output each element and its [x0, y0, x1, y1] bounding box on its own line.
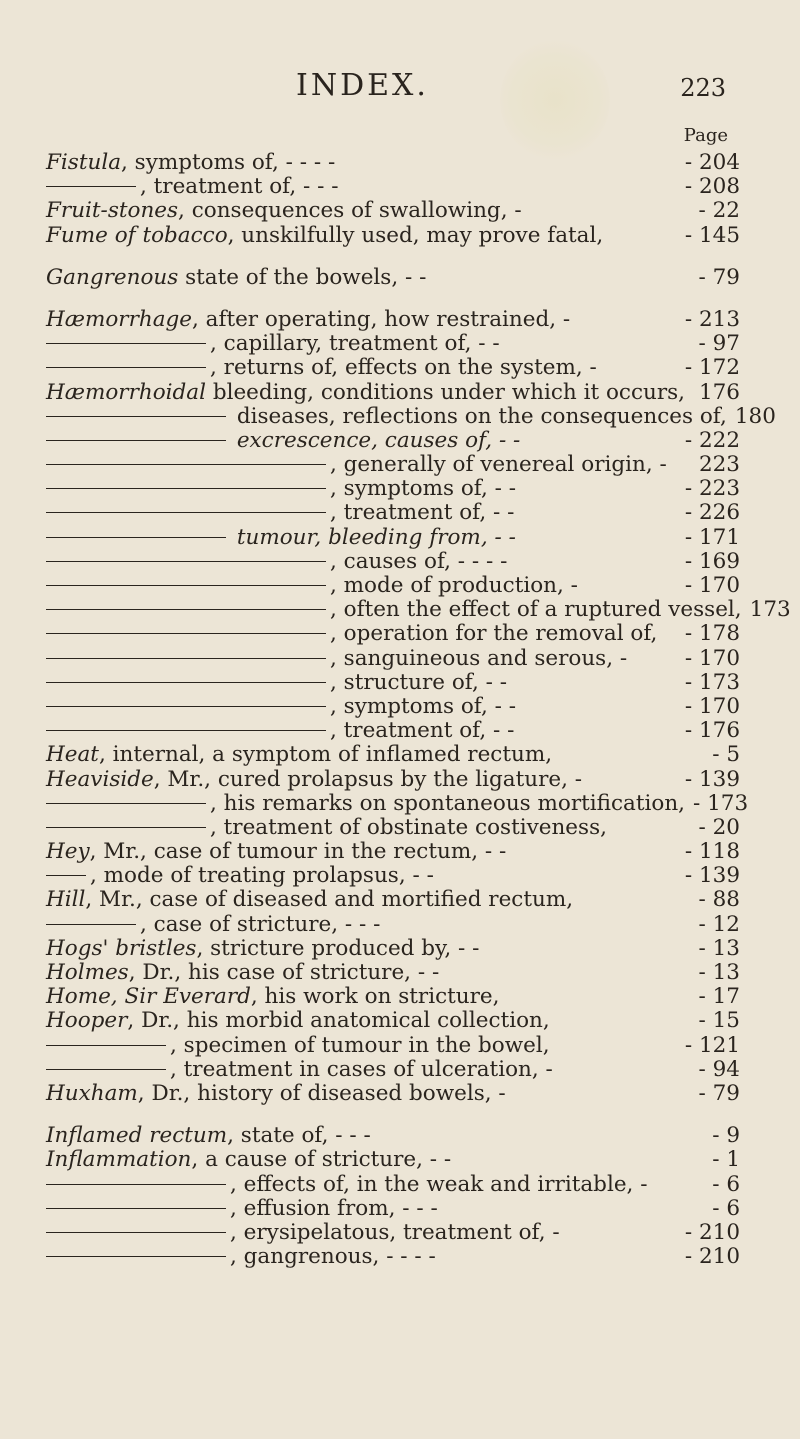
entry-heading: Hæmorrhage	[46, 306, 192, 332]
ditto-dash	[46, 1232, 226, 1233]
page-header	[0, 68, 800, 108]
entry-description: , operation for the removal of,	[330, 621, 658, 647]
ditto-dash	[46, 440, 226, 441]
entry-description: , sanguineous and serous, -	[330, 645, 628, 671]
entry-heading: Fistula	[46, 150, 122, 175]
entry-text	[46, 1081, 691, 1106]
index-entry	[46, 960, 740, 984]
ditto-dash	[46, 730, 326, 731]
entry-page-number: - 6	[712, 1195, 740, 1221]
index-entry	[46, 597, 791, 623]
entry-text	[46, 223, 677, 248]
entry-page-number: - 6	[712, 1171, 740, 1197]
entry-text	[46, 621, 677, 646]
entry-page-number: - 15	[698, 1008, 740, 1034]
entry-description: , Mr., cured prolapsus by the ligature, -	[153, 766, 583, 792]
index-entry	[46, 265, 740, 289]
index-entry	[46, 198, 740, 222]
entry-description: , state of, - - -	[227, 1123, 371, 1149]
entry-text	[46, 1033, 677, 1058]
index-entry	[46, 573, 740, 597]
entry-page-number: - 13	[698, 935, 740, 961]
index-entry	[46, 1196, 740, 1220]
entry-description: excrescence, causes of, - -	[230, 427, 521, 453]
entry-description: , structure of, - -	[330, 669, 507, 695]
ditto-dash	[46, 827, 206, 828]
index-entry	[46, 452, 740, 476]
entry-description: , Dr., his morbid anatomical collection,	[127, 1008, 550, 1034]
entry-page-number: - 226	[684, 500, 740, 526]
entry-description: , symptoms of, - - - -	[121, 150, 336, 175]
entry-text	[46, 791, 685, 816]
entry-description: , treatment of obstinate costiveness,	[210, 814, 607, 840]
entry-description: , internal, a symptom of inflamed rectum,	[98, 742, 553, 768]
entry-description: state of the bowels, - -	[178, 264, 427, 290]
entry-text	[46, 863, 677, 888]
index-entry	[46, 863, 740, 887]
entry-page-number: - 13	[698, 960, 740, 985]
index-entry	[46, 1033, 740, 1057]
entry-text	[46, 718, 677, 743]
entry-description: , symptoms of, - -	[330, 693, 517, 719]
entry-heading: Holmes	[46, 960, 129, 985]
ditto-dash	[46, 343, 206, 344]
entry-description: , his remarks on spontaneous mortification,	[210, 790, 686, 816]
index-entry	[46, 767, 740, 791]
entry-page-number: - 170	[684, 693, 740, 719]
index-entry	[46, 1172, 740, 1196]
entry-description: tumour, bleeding from, - -	[230, 524, 516, 550]
entry-page-number: - 145	[684, 222, 740, 248]
ditto-dash	[46, 924, 136, 925]
entry-text	[46, 694, 677, 719]
entry-text	[46, 1057, 691, 1082]
entry-text	[46, 646, 677, 671]
entry-description: , often the effect of a ruptured vessel,	[330, 597, 742, 623]
index-entry	[46, 790, 749, 816]
entry-description: , generally of venereal origin, -	[330, 452, 667, 478]
entry-page-number: - 171	[684, 524, 740, 550]
entry-page-number: - 22	[698, 198, 740, 224]
index-entry	[46, 1057, 740, 1081]
entry-text	[46, 1123, 704, 1148]
entry-heading: Gangrenous	[46, 264, 179, 290]
index-entry	[46, 428, 740, 452]
entry-text	[46, 1147, 704, 1172]
index-entry	[46, 839, 740, 863]
ditto-dash	[46, 416, 226, 417]
entry-heading: Heaviside	[46, 766, 154, 792]
entry-heading: Huxham	[46, 1080, 138, 1106]
ditto-dash	[46, 1256, 226, 1257]
entry-heading: Inflammation	[46, 1147, 192, 1173]
entry-description: , erysipelatous, treatment of, -	[230, 1219, 560, 1245]
ditto-dash	[46, 512, 326, 513]
entry-description: , treatment in cases of ulceration, -	[170, 1056, 553, 1082]
entry-page-number: - 222	[684, 427, 740, 453]
entry-description: , effects of, in the weak and irritable, -	[230, 1171, 648, 1197]
index-entry	[46, 718, 740, 742]
entry-text	[46, 380, 691, 405]
entry-page-number: - 173	[684, 669, 740, 695]
entry-description: , mode of production, -	[330, 573, 578, 598]
index-entry	[46, 742, 740, 766]
entry-description: , Dr., history of diseased bowels, -	[137, 1080, 506, 1106]
entry-description: diseases, reflections on the consequences of,	[230, 403, 727, 429]
entry-description: , Dr., his case of stricture, - -	[128, 960, 440, 985]
index-entry	[46, 525, 740, 549]
entry-text	[46, 742, 704, 767]
page-column-label: Page	[683, 125, 728, 146]
entry-text	[46, 331, 691, 356]
index-entry	[46, 984, 740, 1008]
entry-page-number: - 97	[698, 331, 740, 357]
entry-page-number: - 5	[712, 742, 740, 768]
entry-text	[46, 1008, 691, 1033]
index-entry	[46, 1147, 740, 1171]
entry-description: , his work on stricture,	[250, 984, 500, 1010]
entry-text	[46, 1220, 677, 1245]
index-entry	[46, 694, 740, 718]
entry-text	[46, 428, 677, 453]
entry-description: , unskilfully used, may prove fatal,	[227, 222, 604, 248]
entry-heading: Fume of tobacco	[46, 222, 228, 248]
index-entry	[46, 380, 740, 404]
entry-text	[46, 984, 691, 1009]
ditto-dash	[46, 464, 326, 465]
entry-description: , causes of, - - - -	[330, 548, 508, 574]
entry-text	[46, 549, 677, 574]
ditto-dash	[46, 585, 326, 586]
entry-page-number: - 173	[693, 790, 749, 816]
page-number: 223	[680, 74, 726, 102]
entry-text	[46, 670, 677, 695]
entry-heading: Hill	[46, 887, 86, 913]
entry-page-number: - 170	[684, 573, 740, 598]
index-entry	[46, 549, 740, 573]
entry-description: , Mr., case of tumour in the rectum, - -	[89, 839, 507, 865]
entry-page-number: - 223	[684, 476, 740, 502]
index-entry	[46, 500, 740, 524]
entry-text	[46, 265, 691, 290]
entry-page-number: - 79	[698, 1080, 740, 1106]
entry-text	[46, 815, 691, 840]
entry-text	[46, 1196, 704, 1221]
entry-heading: Heat	[46, 742, 99, 768]
entry-description: , treatment of, - - -	[140, 174, 339, 200]
entry-text	[46, 573, 677, 598]
index-entry	[46, 815, 740, 839]
entry-text	[46, 912, 691, 937]
entry-page-number: - 9	[712, 1123, 740, 1149]
entry-description: , gangrenous, - - - -	[230, 1244, 436, 1270]
entry-description: , Mr., case of diseased and mortified rectum,	[85, 887, 574, 913]
entry-description: , a cause of stricture, - -	[191, 1147, 452, 1173]
entry-description: , treatment of, - -	[330, 718, 515, 744]
entry-heading: Hogs' bristles	[46, 935, 197, 961]
ditto-dash	[46, 537, 226, 538]
entry-text	[46, 887, 691, 912]
entry-page-number: - 210	[684, 1219, 740, 1245]
ditto-dash	[46, 367, 206, 368]
entry-page-number: - 172	[684, 355, 740, 381]
index-entry	[46, 355, 740, 379]
entry-heading: Hæmorrhoidal	[46, 379, 206, 405]
entry-page-number: - 139	[684, 863, 740, 889]
ditto-dash	[46, 633, 326, 634]
index-entry	[46, 1244, 740, 1268]
entry-heading: Hooper	[46, 1008, 128, 1034]
entry-description: , stricture produced by, - -	[196, 935, 480, 961]
index-entry	[46, 223, 740, 247]
index-entries	[46, 150, 791, 1270]
entry-text	[46, 1244, 677, 1269]
index-entry	[46, 331, 740, 355]
ditto-dash	[46, 609, 326, 610]
index-entry	[46, 307, 740, 331]
ditto-dash	[46, 1045, 166, 1046]
ditto-dash	[46, 1208, 226, 1209]
entry-description: bleeding, conditions under which it occurs,	[205, 379, 685, 405]
entry-text	[46, 936, 691, 961]
entry-page-number: - 204	[684, 150, 740, 175]
ditto-dash	[46, 875, 86, 876]
index-entry	[46, 150, 740, 174]
ditto-dash	[46, 1069, 166, 1070]
index-entry	[46, 936, 740, 960]
entry-text	[46, 525, 677, 550]
index-entry	[46, 1220, 740, 1244]
entry-heading: Inflamed rectum	[46, 1123, 228, 1149]
entry-text	[46, 307, 677, 332]
ditto-dash	[46, 658, 326, 659]
entry-heading: Home, Sir Everard	[46, 984, 251, 1010]
index-entry	[46, 174, 740, 198]
index-entry	[46, 1123, 740, 1147]
index-entry	[46, 887, 740, 911]
ditto-dash	[46, 706, 326, 707]
entry-page-number: - 121	[684, 1032, 740, 1058]
entry-page-number: 180	[734, 403, 776, 429]
page-title: INDEX.	[296, 68, 429, 103]
ditto-dash	[46, 803, 206, 804]
index-entry	[46, 912, 740, 936]
index-entry	[46, 1008, 740, 1032]
ditto-dash	[46, 186, 136, 187]
entry-description: , consequences of swallowing, -	[178, 198, 522, 224]
ditto-dash	[46, 1184, 226, 1185]
entry-page-number: 176	[698, 379, 740, 405]
entry-description: , capillary, treatment of, - -	[210, 331, 500, 357]
entry-text	[46, 150, 677, 175]
entry-page-number: - 176	[684, 718, 740, 744]
entry-page-number: - 118	[684, 839, 740, 865]
index-entry	[46, 621, 740, 645]
entry-page-number: - 1	[712, 1147, 740, 1173]
index-entry	[46, 403, 776, 429]
entry-text	[46, 767, 677, 792]
entry-text	[46, 198, 691, 223]
entry-text	[46, 355, 677, 380]
entry-page-number: - 139	[684, 766, 740, 792]
entry-page-number: - 178	[684, 621, 740, 647]
entry-description: , mode of treating prolapsus, - -	[90, 863, 434, 889]
index-entry	[46, 476, 740, 500]
entry-heading: Hey	[46, 839, 90, 865]
entry-description: , returns of, effects on the system, -	[210, 355, 597, 381]
entry-page-number: - 88	[698, 887, 740, 913]
entry-page-number: - 213	[684, 306, 740, 332]
entry-page-number: - 208	[684, 174, 740, 200]
entry-page-number: 223	[698, 452, 740, 478]
entry-page-number: - 12	[698, 911, 740, 937]
entry-text	[46, 839, 677, 864]
entry-page-number: - 20	[698, 814, 740, 840]
entry-description: , after operating, how restrained, -	[192, 306, 571, 332]
entry-page-number: - 94	[698, 1056, 740, 1082]
entry-description: , treatment of, - -	[330, 500, 515, 526]
entry-description: , symptoms of, - -	[330, 476, 517, 502]
entry-text	[46, 404, 727, 429]
entry-text	[46, 452, 691, 477]
entry-page-number: - 210	[684, 1244, 740, 1270]
entry-text	[46, 174, 677, 199]
entry-description: , case of stricture, - - -	[140, 911, 381, 937]
entry-page-number: - 170	[684, 645, 740, 671]
index-entry	[46, 646, 740, 670]
entry-heading: Fruit-stones	[46, 198, 179, 224]
ditto-dash	[46, 682, 326, 683]
index-entry	[46, 670, 740, 694]
ditto-dash	[46, 561, 326, 562]
entry-text	[46, 960, 691, 985]
entry-text	[46, 476, 677, 501]
entry-page-number: - 79	[698, 264, 740, 290]
entry-text	[46, 597, 742, 622]
entry-page-number: 173	[749, 597, 791, 623]
entry-page-number: - 169	[684, 548, 740, 574]
entry-text	[46, 1172, 704, 1197]
ditto-dash	[46, 488, 326, 489]
entry-description: , specimen of tumour in the bowel,	[170, 1032, 550, 1058]
entry-page-number: - 17	[698, 984, 740, 1010]
entry-description: , effusion from, - - -	[230, 1195, 438, 1221]
entry-text	[46, 500, 677, 525]
index-entry	[46, 1081, 740, 1105]
